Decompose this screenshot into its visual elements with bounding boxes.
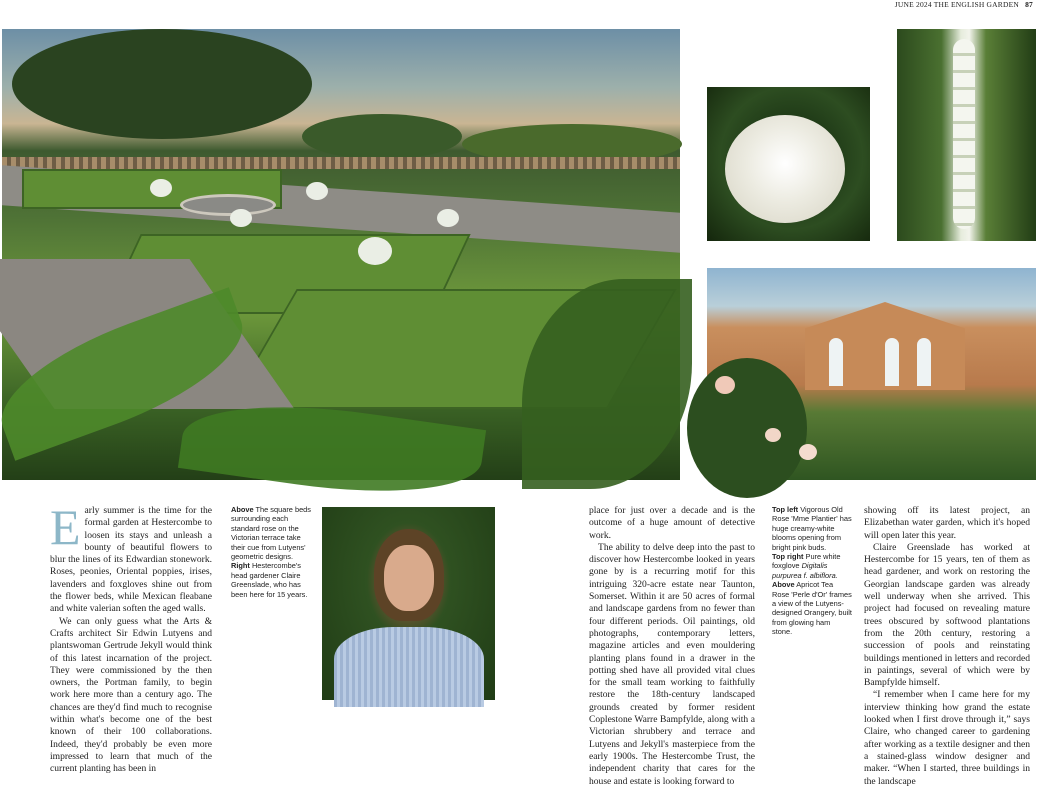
caption-text: Hestercombe's head gardener Claire Greenslade, who has been here for 15 years. [231, 561, 308, 599]
caption-label: Top right [772, 552, 804, 562]
rose-bloom [725, 115, 845, 223]
drop-cap: E [50, 499, 81, 555]
standard-rose [150, 179, 172, 197]
striped-shirt [334, 627, 484, 707]
fountain-basin [180, 194, 276, 216]
caption-text: Apricot Tea Rose 'Perle d'Or' frames a view of the Lutyens-designed Orangery, built from glowing ham stone. [772, 580, 852, 637]
folio-page-number: 87 [1025, 0, 1033, 9]
article-paragraph: “I remember when I came here for my interview thinking how grand the estate looked when I first drove through it,” says Claire, who changed career to gardening after working as a textile designer and then a stained-glass window designer and maker. “When I started, three buildings in the landscape [864, 689, 1030, 787]
folio-issue: JUNE 2024 [894, 0, 932, 9]
article-paragraph: showing off its latest project, an Elizabethan water garden, which it's hoped will open later this year. [864, 505, 1030, 541]
orangery-window [829, 338, 843, 386]
caption-species: Digitalis purpurea f. albiflora. [772, 561, 838, 580]
article-paragraph: We can only guess what the Arts & Crafts architect Sir Edwin Lutyens and plantswoman Gertrude Jekyll would think of this latest incarnation of the project. They were commissioned by the then owners, the Portman family, to begin work here more than a century ago. The chances are they'd find much to recognise within what's become one of the best known of their 100 collaborations. Indeed, they'd probably be even more impressed to learn that much of the current planting has been in [50, 615, 212, 775]
tree-canopy [302, 114, 462, 159]
page-folio [895, 0, 1033, 9]
article-paragraph: place for just over a decade and is the outcome of a huge amount of detective work. [589, 505, 755, 541]
apricot-rose [765, 428, 781, 442]
article-column-1 [50, 499, 212, 776]
apricot-rose [799, 444, 817, 460]
caption-label: Top left [772, 505, 799, 514]
apricot-rose [715, 376, 735, 394]
tree-canopy [12, 29, 312, 139]
standard-rose [358, 237, 392, 265]
white-rose-photo [707, 87, 870, 241]
article-paragraph: Claire Greenslade has worked at Hestercombe for 15 years, ten of them as head gardener, and work on restoring the Georgian landscape garden was already well underway when she arrived. This project had focused on revealing mature trees obscured by softwood plantations from the 20th century, restoring a succession of pools and reinstating buildings mentioned in letters and recorded in paintings, several of which were by Bampfylde himself. [864, 541, 1030, 689]
stone-balustrade [2, 157, 680, 169]
standard-rose [230, 209, 252, 227]
caption-label: Above [772, 580, 795, 590]
foxglove-spike [953, 39, 975, 229]
orangery-window [917, 338, 931, 386]
article-column-5 [864, 505, 1030, 788]
article-column-3 [589, 505, 755, 788]
caption-left [231, 505, 311, 599]
caption-label: Above [231, 505, 254, 514]
article-paragraph: arly summer is the time for the formal garden at Hestercombe to loosen its stays and unleash a bounty of beautiful flowers to blur the lines of its Edwardian stonework. Roses, peonies, Oriental poppies, irises, lavenders and foxgloves shine out from the flower beds, while Mexican fleabane and white valerian soften the aged walls. [50, 505, 212, 615]
standard-rose [306, 182, 328, 200]
folio-magazine: THE ENGLISH GARDEN [933, 0, 1020, 9]
rose-shrub [687, 358, 807, 498]
article-paragraph: The ability to delve deep into the past to discover how Hestercombe looked in years gone by is a recurring motif for this intriguing 320-acre estate near Taunton, Somerset. Within it are 50 acres of formal and landscape gardens from no fewer than four different periods. Oil paintings, old photographs, contemporary letters, magazine articles and even mouldering planting plans found in a drawer in the potting shed have all provided vital clues for the small team working to faithfully restore the 18th-century landscaped grounds created by former resident Coplestone Warre Bampfylde, along with a Victorian shrubbery and terrace and Lutyens and Jekyll's masterpiece from the early 1900s. The Hestercombe Trust, the independent charity that cares for the house and estate is looking forward to [589, 541, 755, 787]
caption-text: Pure white foxglove [772, 552, 841, 571]
standard-rose [437, 209, 459, 227]
caption-right [772, 505, 852, 637]
face [384, 545, 434, 611]
orangery-window [885, 338, 899, 386]
portrait-photo [322, 507, 495, 700]
white-foxglove-photo [897, 29, 1036, 241]
orangery-photo [707, 268, 1036, 480]
caption-text: The square beds surrounding each standard rose on the Victorian terrace take their cue from Lutyens' geometric designs. [231, 505, 311, 562]
caption-text: Vigorous Old Rose 'Mme Plantier' has huge creamy-white blooms opening from bright pink buds. [772, 505, 852, 552]
caption-label: Right [231, 561, 250, 571]
hero-garden-photo [2, 29, 680, 480]
